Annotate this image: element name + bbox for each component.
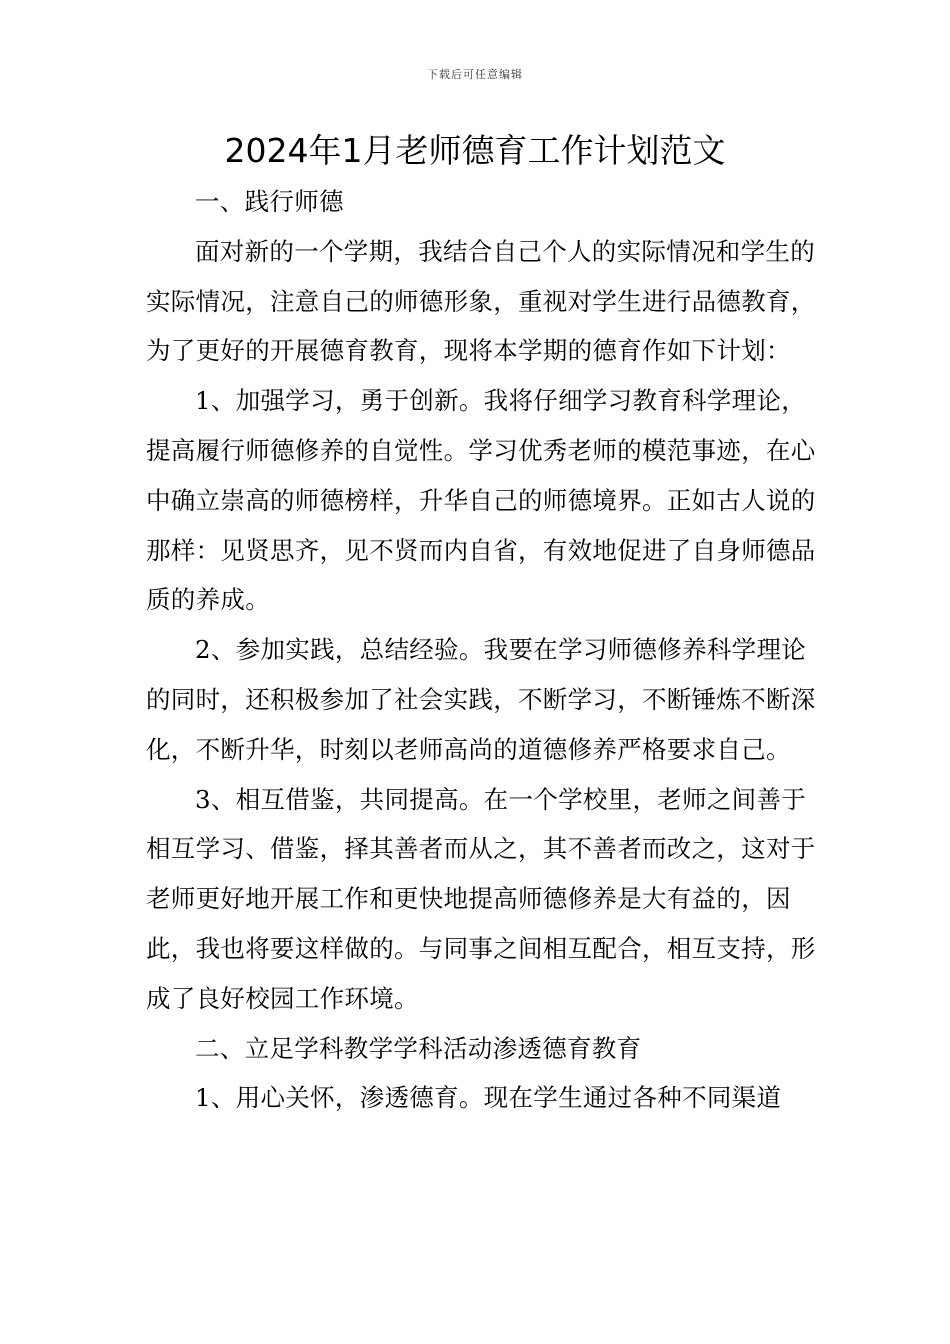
paragraph-item-1: 1、加强学习，勇于创新。我将仔细学习教育科学理论，提高履行师德修养的自觉性。学习优秀老师的模范事迹，在心中确立崇高的师德榜样，升华自己的师德境界。正如古人说的那样：见贤思齐，见不贤而内自省，有效地促进了自身师德品质的养成。 [146, 386, 816, 615]
paragraph-item-2: 2、参加实践，总结经验。我要在学习师德修养科学理论的同时，还积极参加了社会实践，不断学习，不断锤炼不断深化，不断升华，时刻以老师高尚的道德修养严格要求自己。 [146, 635, 816, 764]
paragraph-item-3: 3、相互借鉴，共同提高。在一个学校里，老师之间善于相互学习、借鉴，择其善者而从之，其不善者而改之，这对于老师更好地开展工作和更快地提高师德修养是大有益的，因此，我也将要这样做的。与同事之间相互配合，相互支持，形成了良好校园工作环境。 [146, 784, 816, 1013]
paragraph-section2-item-1: 1、用心关怀，渗透德育。现在学生通过各种不同渠道 [195, 1083, 782, 1113]
section-heading-2: 二、立足学科教学学科活动渗透德育教育 [195, 1033, 642, 1063]
header-note: 下载后可任意编辑 [427, 68, 523, 81]
document-title: 2024年1月老师德育工作计划范文 [224, 131, 726, 170]
section-heading-1: 一、践行师德 [195, 187, 344, 216]
paragraph-intro: 面对新的一个学期，我结合自己个人的实际情况和学生的实际情况，注意自己的师德形象，重视对学生进行品德教育，为了更好的开展德育教育，现将本学期的德育作如下计划： [146, 236, 816, 366]
document-body [146, 177, 816, 1123]
